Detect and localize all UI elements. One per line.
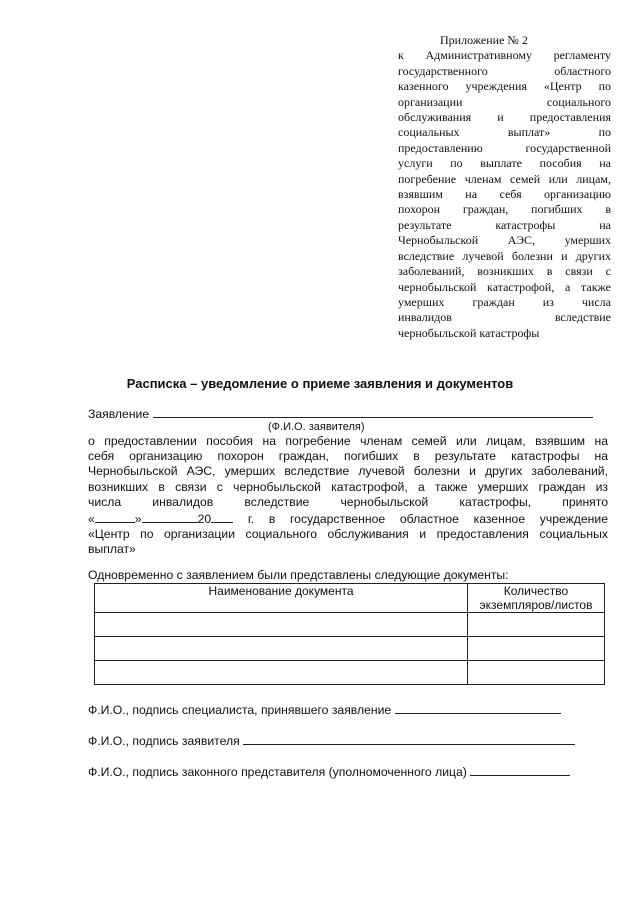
paragraph-line: возникших в связи с чернобыльской катастрофой, а также умерших граждан из bbox=[88, 479, 608, 494]
document-name-cell[interactable] bbox=[95, 613, 468, 637]
appendix-line: результате катастрофы на bbox=[398, 217, 611, 232]
appendix-line: взявшим на себя организацию bbox=[398, 187, 611, 202]
applicant-signature-label: Ф.И.О., подпись заявителя bbox=[88, 734, 240, 748]
col-quantity-line1: Количество bbox=[503, 584, 569, 598]
document-name-cell[interactable] bbox=[95, 661, 468, 685]
appendix-line: похорон граждан, погибших в bbox=[398, 202, 611, 217]
quantity-cell[interactable] bbox=[468, 637, 605, 661]
documents-intro: Одновременно с заявлением были представлены следующие документы: bbox=[88, 568, 509, 582]
appendix-block bbox=[398, 33, 611, 341]
appendix-line: предоставлению государственной bbox=[398, 140, 611, 155]
representative-signature-label: Ф.И.О., подпись законного представителя (уполномоченного лица) bbox=[88, 765, 467, 779]
appendix-lines bbox=[398, 48, 611, 325]
appendix-line: инвалидов вследствие bbox=[398, 310, 611, 325]
specialist-signature-label: Ф.И.О., подпись специалиста, принявшего заявление bbox=[88, 703, 392, 717]
quantity-cell[interactable] bbox=[468, 613, 605, 637]
date-year-field[interactable] bbox=[211, 510, 233, 523]
statement-label: Заявление bbox=[88, 407, 150, 421]
appendix-line: умерших граждан из числа bbox=[398, 294, 611, 309]
document-name-cell[interactable] bbox=[95, 637, 468, 661]
paragraph-line: Чернобыльской АЭС, умерших вследствие лучевой болезни и других заболеваний, bbox=[88, 464, 608, 479]
date-open-quote: « bbox=[88, 512, 95, 527]
paragraph-date-line bbox=[88, 510, 608, 527]
paragraph-line-7: «Центр по организации социального обслуживания и предоставления социальных bbox=[88, 527, 608, 542]
appendix-last-line: чернобыльской катастрофы bbox=[398, 325, 540, 340]
col-quantity-line2: экземпляров/листов bbox=[479, 598, 593, 612]
applicant-signature-row bbox=[88, 732, 575, 748]
specialist-signature-field[interactable] bbox=[395, 701, 561, 714]
statement-paragraph bbox=[88, 434, 608, 558]
paragraph-lines bbox=[88, 434, 608, 510]
representative-signature-field[interactable] bbox=[470, 763, 570, 776]
appendix-line: государственного областного bbox=[398, 63, 611, 78]
appendix-title: Приложение № 2 bbox=[440, 33, 528, 47]
specialist-signature-row bbox=[88, 701, 561, 717]
representative-signature-row bbox=[88, 763, 570, 779]
applicant-signature-field[interactable] bbox=[243, 732, 575, 745]
date-month-field[interactable] bbox=[142, 510, 198, 523]
documents-table-body bbox=[95, 613, 605, 685]
appendix-line: Чернобыльской АЭС, умерших bbox=[398, 233, 611, 248]
date-year-prefix: 20 bbox=[197, 512, 212, 527]
table-row bbox=[95, 613, 605, 637]
applicant-name-field[interactable] bbox=[153, 405, 593, 418]
table-row bbox=[95, 661, 605, 685]
statement-caption: (Ф.И.О. заявителя) bbox=[268, 421, 365, 433]
col-quantity bbox=[468, 584, 605, 613]
date-day-field[interactable] bbox=[95, 510, 135, 523]
date-suffix: г. в государственное областное казенное учреждение bbox=[247, 512, 609, 527]
appendix-line: погребение членам семей или лицам, bbox=[398, 171, 611, 186]
col-document-name: Наименование документа bbox=[95, 584, 468, 613]
appendix-line: заболеваний, возникших в связи с bbox=[398, 264, 611, 279]
appendix-line: к Административному регламенту bbox=[398, 48, 611, 63]
paragraph-line: себя организацию похорон граждан, погибших в результате катастрофы на bbox=[88, 449, 608, 464]
paragraph-line: числа инвалидов вследствие чернобыльской катастрофы, принято bbox=[88, 494, 608, 509]
appendix-line: вследствие лучевой болезни и других bbox=[398, 248, 611, 263]
appendix-line: обслуживания и предоставления bbox=[398, 110, 611, 125]
appendix-line: услуги по выплате пособия на bbox=[398, 156, 611, 171]
appendix-line: социальных выплат» по bbox=[398, 125, 611, 140]
paragraph-line-8: выплат» bbox=[88, 542, 136, 557]
quantity-cell[interactable] bbox=[468, 661, 605, 685]
receipt-heading: Расписка – уведомление о приеме заявления и документов bbox=[126, 376, 514, 391]
paragraph-line: о предоставлении пособия на погребение членам семей или лицам, взявшим на bbox=[88, 434, 608, 448]
statement-row bbox=[88, 405, 593, 421]
appendix-line: чернобыльской катастрофой, а также bbox=[398, 279, 611, 294]
date-close-quote: » bbox=[134, 512, 142, 527]
appendix-line: казенного учреждения «Центр по bbox=[398, 79, 611, 94]
table-row bbox=[95, 637, 605, 661]
appendix-line: организации социального bbox=[398, 94, 611, 109]
documents-table-header bbox=[95, 584, 605, 613]
documents-table bbox=[94, 583, 605, 685]
